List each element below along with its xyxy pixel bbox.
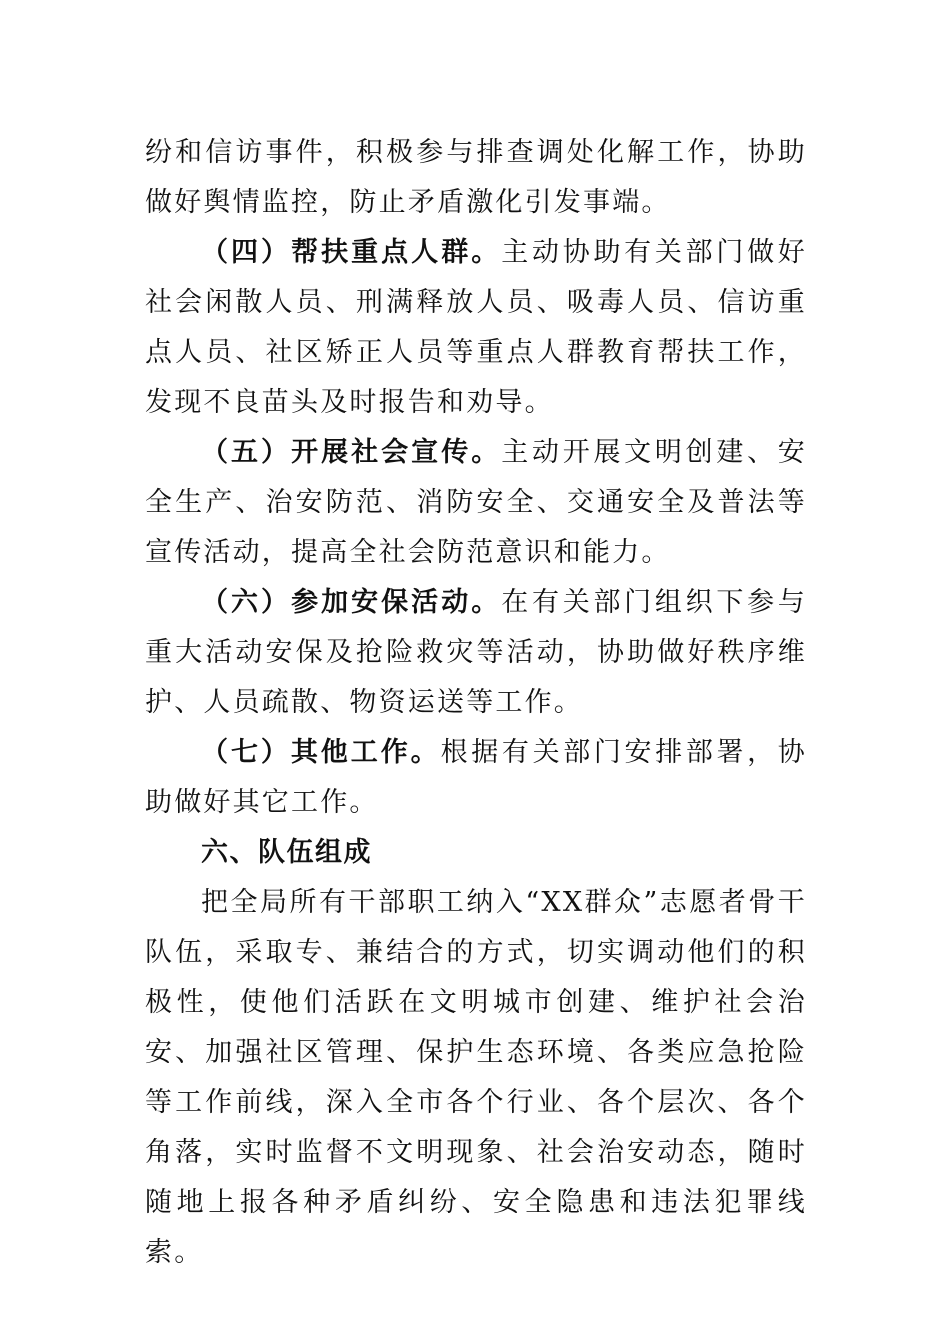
paragraph-item-6	[145, 578, 807, 728]
paragraph-lead: （五）开展社会宣传。	[201, 437, 502, 468]
paragraph-continuation	[145, 128, 807, 228]
paragraph-lead: （四）帮扶重点人群。	[201, 237, 502, 268]
paragraph-item-7	[145, 728, 807, 828]
section-heading: 六、队伍组成	[201, 837, 372, 868]
paragraph-text: 在有关部门组织下参与重大活动安保及抢险救灾等活动，协助做好秩序维护、人员疏散、物资运送等工作。	[145, 587, 808, 718]
paragraph-item-5	[145, 428, 807, 578]
paragraph-text: 把全局所有干部职工纳入“XX群众”志愿者骨干队伍，采取专、兼结合的方式，切实调动他们的积极性，使他们活跃在文明城市创建、维护社会治安、加强社区管理、保护生态环境、各类应急抢险等工作前线，深入全市各个行业、各个层次、各个角落，实时监督不文明现象、社会治安动态，随时随地上报各种矛盾纠纷、安全隐患和违法犯罪线索。	[145, 887, 807, 1268]
paragraph-lead: （七）其他工作。	[201, 737, 441, 768]
section-paragraph	[145, 878, 807, 1278]
paragraph-text: 根据有关部门安排部署，协助做好其它工作。	[145, 737, 807, 818]
paragraph-text: 主动协助有关部门做好社会闲散人员、刑满释放人员、吸毒人员、信访重点人员、社区矫正人员等重点人群教育帮扶工作，发现不良苗头及时报告和劝导。	[145, 237, 808, 418]
paragraph-item-4	[145, 228, 807, 428]
paragraph-text: 纷和信访事件，积极参与排查调处化解工作，协助做好舆情监控，防止矛盾激化引发事端。	[145, 137, 807, 218]
paragraph-text: 主动开展文明创建、安全生产、治安防范、消防安全、交通安全及普法等宣传活动，提高全社会防范意识和能力。	[145, 437, 808, 568]
paragraph-lead: （六）参加安保活动。	[201, 587, 502, 618]
document-body	[145, 128, 807, 1278]
